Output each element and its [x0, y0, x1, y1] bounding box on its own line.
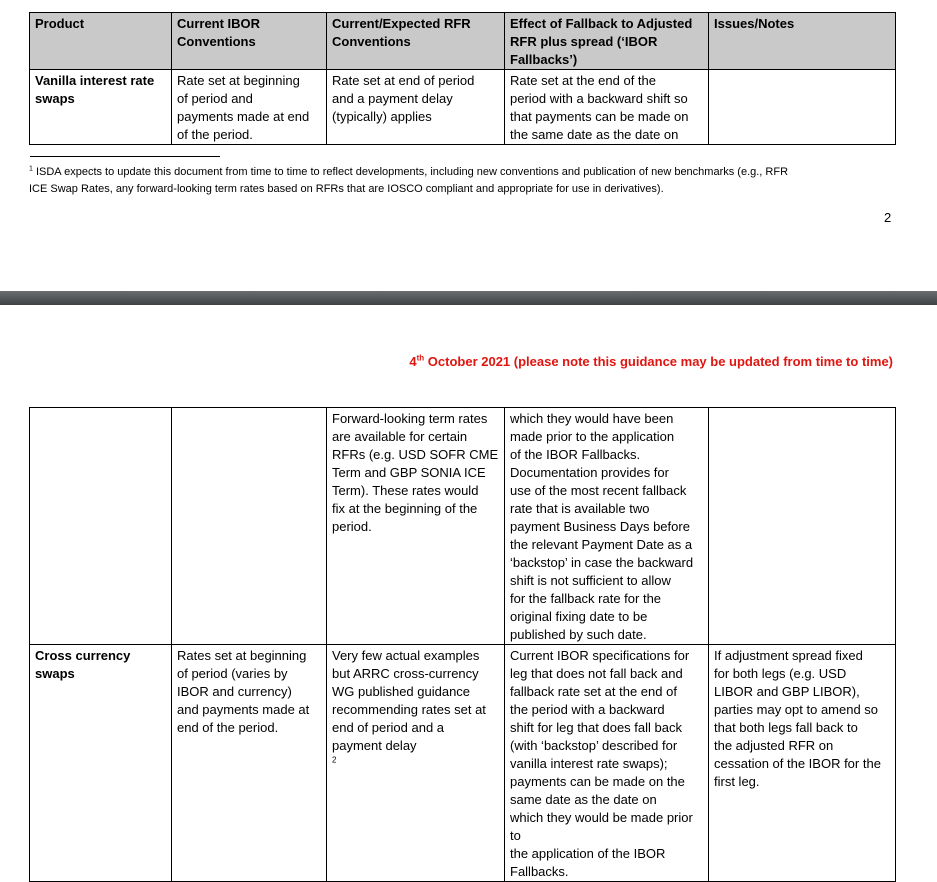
cell-line: If adjustment spread fixed [714, 648, 863, 663]
cell-line: payment Business Days before [510, 519, 690, 534]
cell-product [30, 70, 172, 145]
cell-line: for the fallback rate for the [510, 591, 662, 606]
cell-line: shift is not sufficient to allow [510, 573, 671, 588]
cell-line: payments can be made on the [510, 774, 685, 789]
footnote-line: ISDA expects to update this document from time to time to reflect developments, including new conventions and publication of new benchmarks (e.g., RFR [35, 166, 789, 178]
cell-current-ibor [172, 70, 327, 145]
cell-line: made prior to the application [510, 429, 675, 444]
cell-line: the application of the IBOR [510, 846, 666, 861]
cell-line: that both legs fall back to [714, 720, 858, 735]
header-current-rfr [327, 13, 505, 70]
header-line: RFR plus spread (‘IBOR [510, 34, 658, 49]
cell-line: of the IBOR Fallbacks. [510, 447, 641, 462]
header-line: Fallbacks’) [510, 52, 578, 67]
footnote-ref: 2 [332, 755, 337, 765]
page-separator [0, 291, 937, 305]
date-suffix: th [416, 353, 425, 363]
cell-line: cessation of the IBOR for the [714, 756, 881, 771]
cell-line: are available for certain [332, 429, 468, 444]
cell-current-ibor [172, 645, 327, 882]
cell-line: Very few actual examples [332, 648, 480, 663]
cell-line: swaps [35, 666, 75, 681]
cell-issues [709, 645, 896, 882]
cell-line: rate that is available two [510, 501, 650, 516]
table-header-row [30, 13, 896, 70]
cell-line: Forward-looking term rates [332, 411, 488, 426]
cell-line: end of period and a [332, 720, 445, 735]
cell-line: of period (varies by [177, 666, 288, 681]
date-banner [409, 354, 893, 369]
cell-line: swaps [35, 91, 75, 106]
cell-line: Current IBOR specifications for [510, 648, 690, 663]
cell-line: Term). These rates would [332, 483, 479, 498]
header-line: Effect of Fallback to Adjusted [510, 16, 693, 31]
cell-line: shift for leg that does fall back [510, 720, 682, 735]
cell-current-rfr [327, 645, 505, 882]
cell-line: for both legs (e.g. USD [714, 666, 847, 681]
cell-line: which they would have been [510, 411, 674, 426]
fallback-table-continued [29, 407, 896, 882]
cell-line: same date as the date on [510, 792, 657, 807]
cell-line: that payments can be made on [510, 109, 689, 124]
footnote-divider [30, 156, 220, 157]
footnote-marker: 1 [29, 165, 33, 173]
cell-line: Rate set at the end of the [510, 73, 656, 88]
cell-line: fix at the beginning of the [332, 501, 478, 516]
cell-line: published by such date. [510, 627, 647, 642]
cell-line: (with ‘backstop’ described for [510, 738, 678, 753]
cell-line: the relevant Payment Date as a [510, 537, 693, 552]
header-effect [505, 13, 709, 70]
cell-line: Rate set at end of period [332, 73, 475, 88]
cell-line: Rates set at beginning [177, 648, 307, 663]
cell-line: the adjusted RFR on [714, 738, 834, 753]
cell-effect [505, 70, 709, 145]
cell-line: of period and [177, 91, 253, 106]
cell-line: ‘backstop’ in case the backward [510, 555, 694, 570]
cell-line: WG published guidance [332, 684, 471, 699]
header-line: Conventions [177, 34, 256, 49]
cell-issues [709, 408, 896, 645]
cell-line: Rate set at beginning [177, 73, 300, 88]
cell-line: Documentation provides for [510, 465, 669, 480]
header-line: Current IBOR [177, 16, 261, 31]
cell-line: period with a backward shift so [510, 91, 688, 106]
footnote-line: ICE Swap Rates, any forward-looking term rates based on RFRs that are IOSCO compliant and appropriate for use in derivatives). [29, 183, 664, 195]
cell-line: Cross currency [35, 648, 131, 663]
cell-line: the period with a backward [510, 702, 665, 717]
page-number: 2 [884, 210, 892, 225]
cell-line: leg that does not fall back and [510, 666, 683, 681]
fallback-table-top [29, 12, 896, 145]
cell-current-rfr [327, 408, 505, 645]
cell-line: end of the period. [177, 720, 279, 735]
cell-line: vanilla interest rate swaps); [510, 756, 668, 771]
cell-line: original fixing date to be [510, 609, 648, 624]
cell-line: recommending rates set at [332, 702, 486, 717]
cell-line [332, 737, 499, 773]
cell-product [30, 408, 172, 645]
cell-effect [505, 408, 709, 645]
cell-effect [505, 645, 709, 882]
cell-text: payment delay [332, 738, 417, 753]
footnote [29, 164, 909, 198]
cell-line: Term and GBP SONIA ICE [332, 465, 486, 480]
cell-line: period. [332, 519, 372, 534]
cell-line: Fallbacks. [510, 864, 569, 879]
header-product: Product [30, 13, 172, 70]
cell-line: payments made at end [177, 109, 310, 124]
cell-line: and payments made at [177, 702, 310, 717]
cell-line: Vanilla interest rate [35, 73, 155, 88]
header-current-ibor [172, 13, 327, 70]
cell-line: parties may opt to amend so [714, 702, 879, 717]
cell-current-rfr [327, 70, 505, 145]
cell-line: RFRs (e.g. USD SOFR CME [332, 447, 499, 462]
date-day: 4 [409, 354, 417, 369]
cell-line: LIBOR and GBP LIBOR), [714, 684, 860, 699]
cell-product [30, 645, 172, 882]
table-row [30, 408, 896, 645]
table-row [30, 645, 896, 882]
header-line: Current/Expected RFR [332, 16, 471, 31]
cell-line: the same date as the date on [510, 127, 679, 142]
cell-issues [709, 70, 896, 145]
cell-line: use of the most recent fallback [510, 483, 687, 498]
cell-line: of the period. [177, 127, 253, 142]
cell-line: but ARRC cross-currency [332, 666, 479, 681]
cell-line: first leg. [714, 774, 760, 789]
header-line: Conventions [332, 34, 411, 49]
cell-line: and a payment delay [332, 91, 453, 106]
date-rest: October 2021 (please note this guidance may be updated from time to time) [424, 354, 893, 369]
header-issues: Issues/Notes [709, 13, 896, 70]
cell-current-ibor [172, 408, 327, 645]
table-row [30, 70, 896, 145]
cell-line: IBOR and currency) [177, 684, 292, 699]
cell-line: which they would be made prior to [510, 810, 693, 843]
cell-line: (typically) applies [332, 109, 432, 124]
cell-line: fallback rate set at the end of [510, 684, 677, 699]
